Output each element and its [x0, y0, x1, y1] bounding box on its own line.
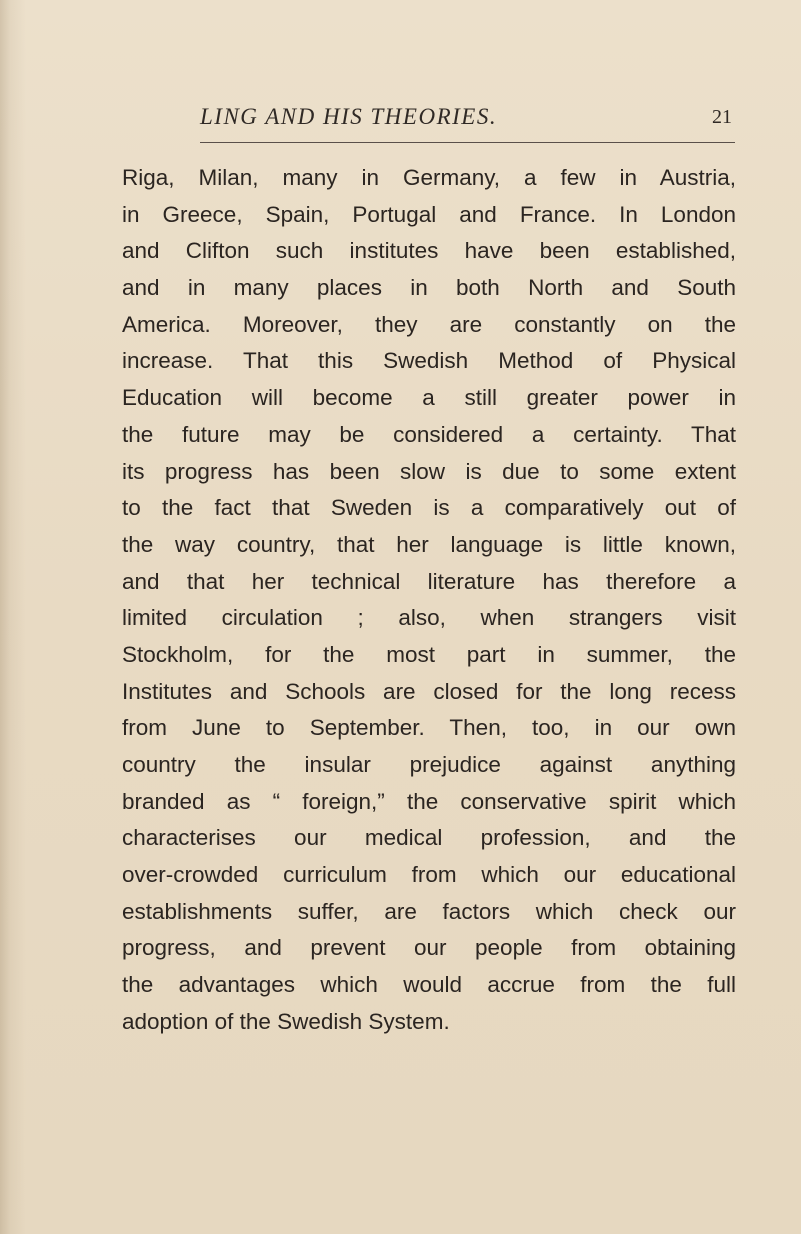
text-line: the advantages which would accrue from the full	[122, 972, 736, 998]
page-number: 21	[712, 106, 732, 128]
text-line: adoption of the Swedish System.	[122, 1008, 450, 1034]
text-line: Riga, Milan, many in Germany, a few in Austria,	[122, 165, 736, 190]
text-line: the way country, that her language is little known,	[122, 531, 736, 557]
text-line: America. Moreover, they are constantly on the	[122, 311, 736, 337]
text-line: from June to September. Then, too, in our own	[122, 715, 736, 741]
text-line: progress, and prevent our people from obtaining	[122, 935, 736, 961]
running-head: LING AND HIS THEORIES.	[200, 104, 498, 129]
text-line: increase. That this Swedish Method of Physical	[122, 348, 736, 374]
text-line: and in many places in both North and South	[122, 275, 736, 301]
text-line: and that her technical literature has therefore a	[122, 568, 736, 594]
text-line: characterises our medical profession, and the	[122, 825, 736, 851]
text-line: establishments suffer, are factors which check our	[122, 898, 736, 924]
header-rule	[200, 142, 735, 143]
text-line: Education will become a still greater power in	[122, 385, 736, 411]
text-line: its progress has been slow is due to some extent	[122, 458, 736, 484]
text-line: in Greece, Spain, Portugal and France. In London	[122, 201, 736, 227]
text-line: the future may be considered a certainty. That	[122, 421, 736, 447]
text-line: Stockholm, for the most part in summer, the	[122, 641, 736, 667]
text-line: over-crowded curriculum from which our educational	[122, 862, 736, 888]
text-line: and Clifton such institutes have been established,	[122, 238, 736, 264]
body-paragraph	[122, 160, 736, 1041]
text-line: country the insular prejudice against anything	[122, 752, 736, 777]
text-line: limited circulation ; also, when strangers visit	[122, 605, 736, 631]
text-line: to the fact that Sweden is a comparatively out of	[122, 495, 736, 521]
text-line: Institutes and Schools are closed for the long recess	[122, 678, 736, 704]
text-line: branded as “ foreign,” the conservative spirit which	[122, 788, 736, 814]
